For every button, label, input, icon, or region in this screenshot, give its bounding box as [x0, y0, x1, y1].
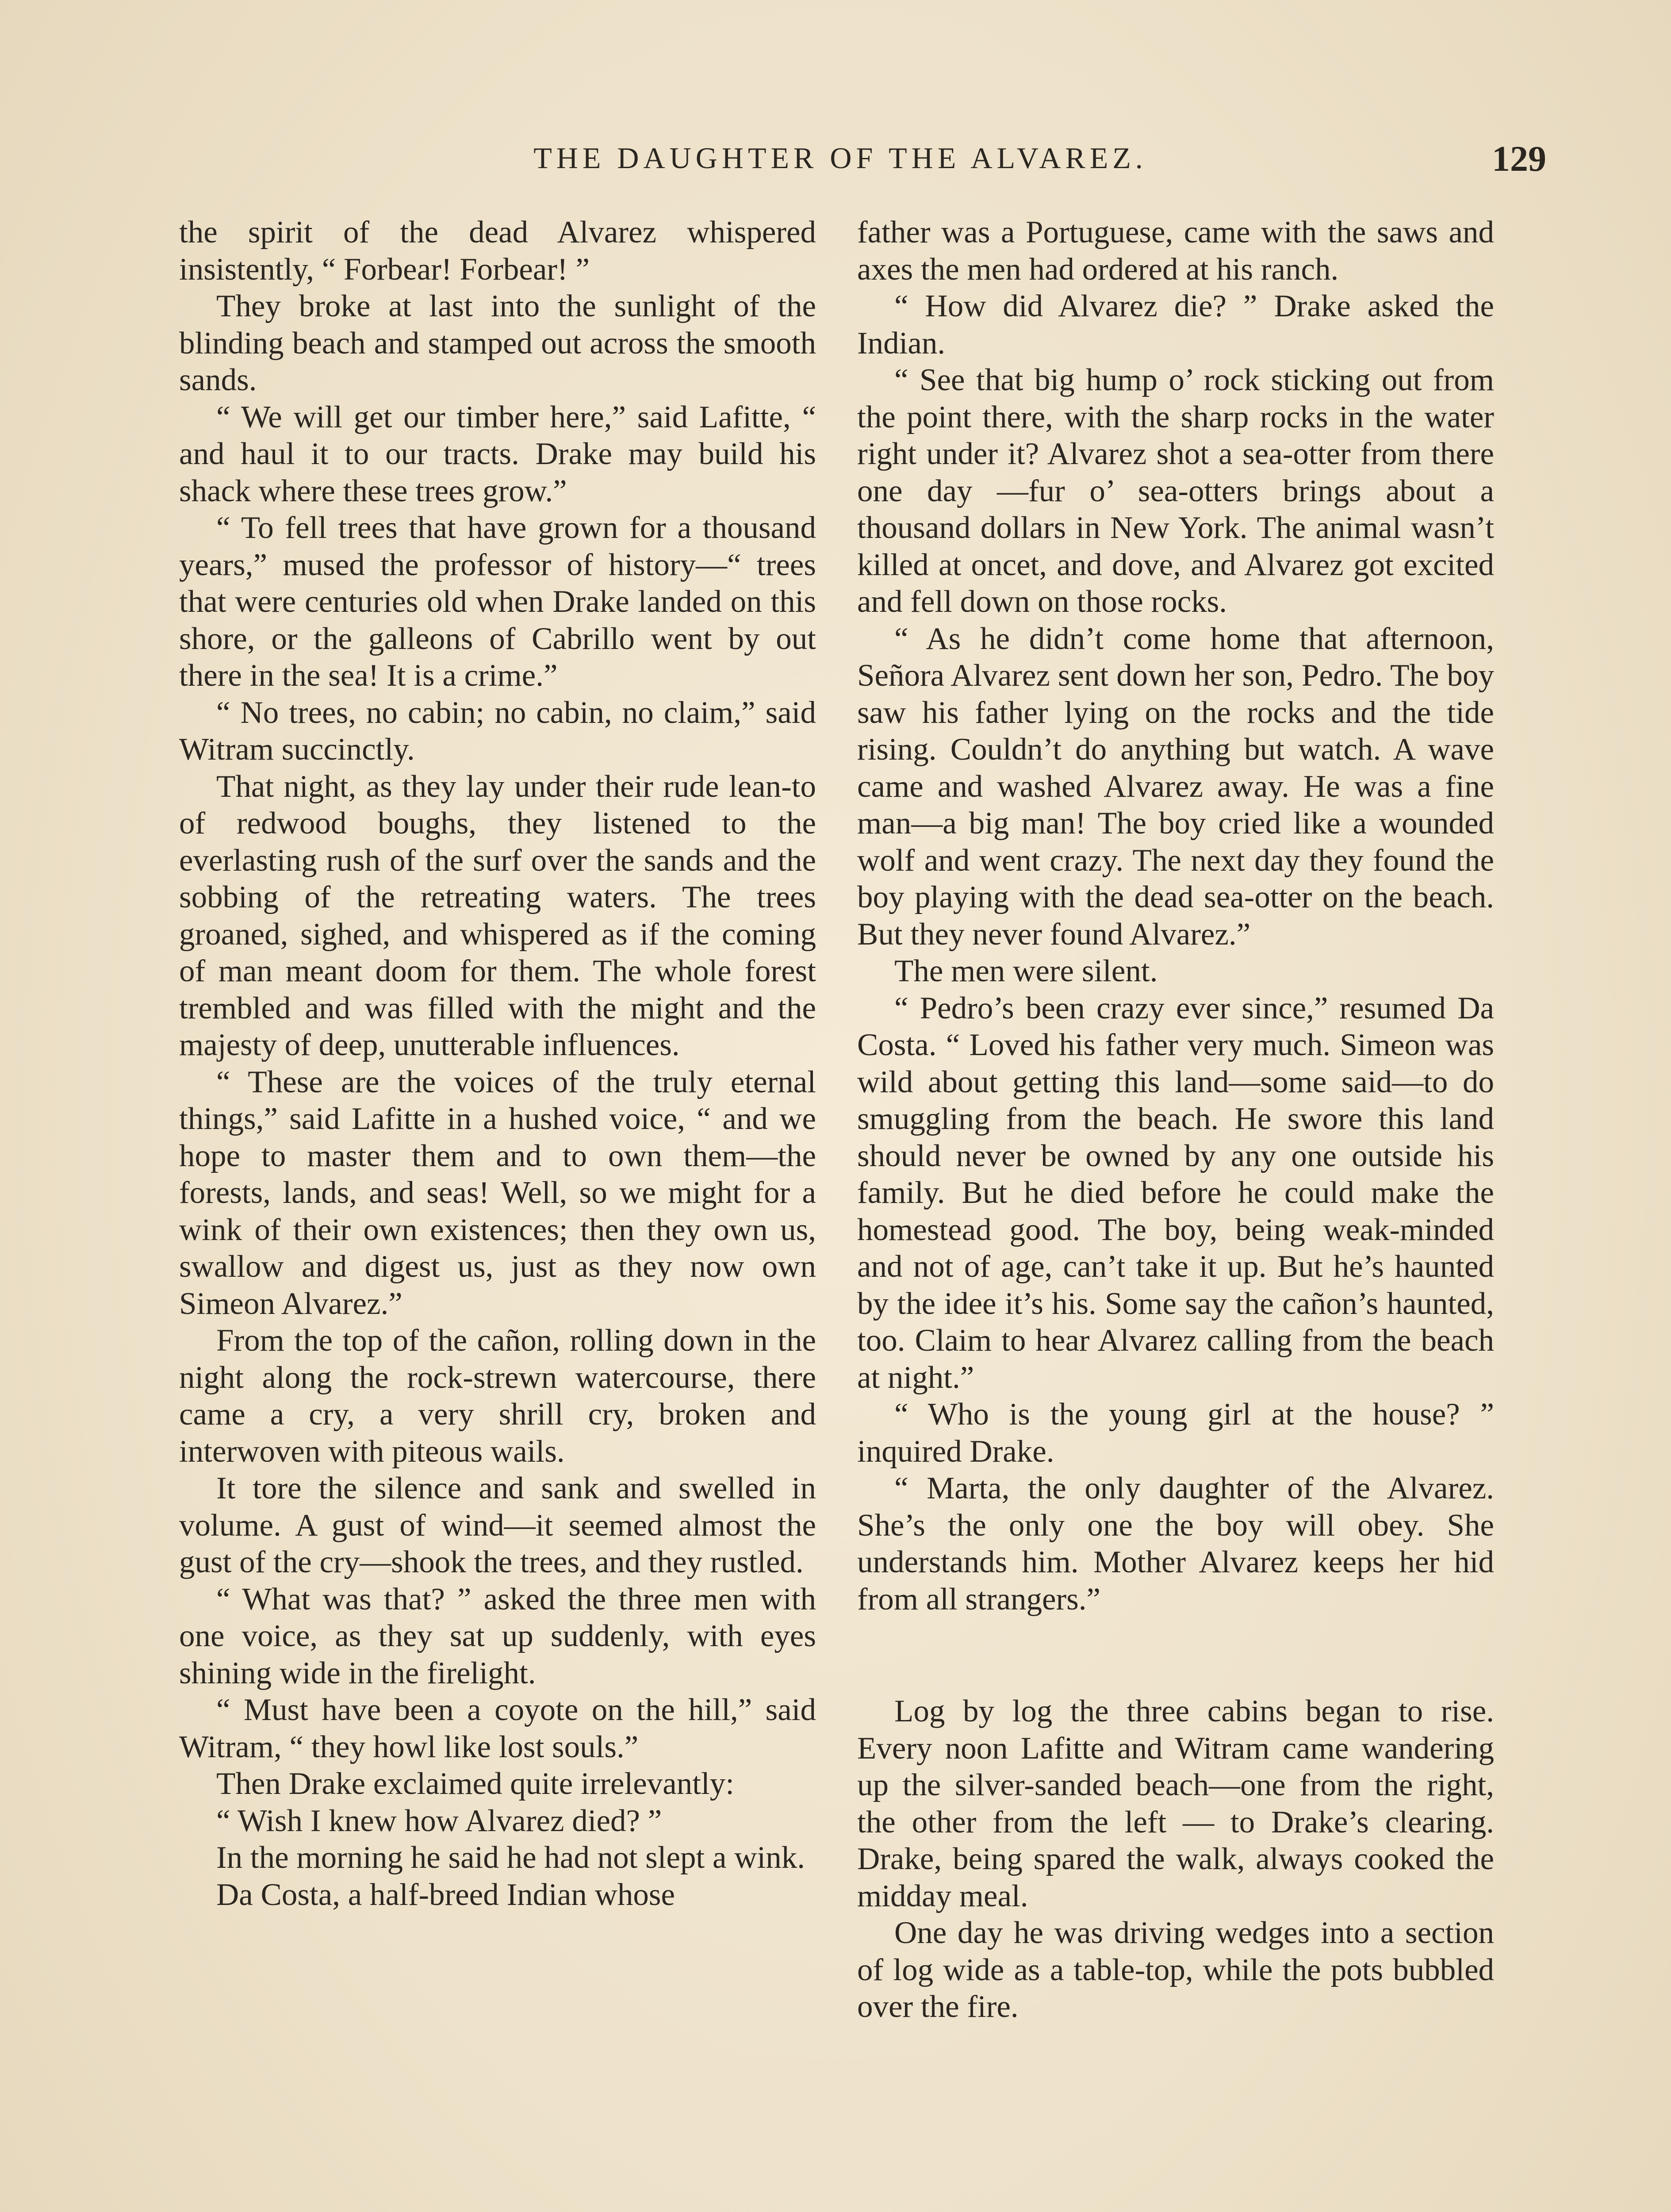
paragraph: That night, as they lay under their rude lean-to of redwood boughs, they listened to the everlasting rush of the surf over the sands and the sobbing of the retreating waters. The trees groaned, sighed, and whispered as if the coming of man meant doom for them. The whole forest trembled and was filled with the might and the majesty of deep, unutterable influences. — [179, 769, 816, 1062]
paragraph: “ These are the voices of the truly eternal things,” said Lafitte in a hushed voice, “ and we hope to master them and to own them—the forests, lands, and seas! Well, so we might for a wink of their own existences; then they own us, swallow and digest us, just as they now own Simeon Alvarez.” — [179, 1064, 816, 1321]
paragraph: “ Who is the young girl at the house? ” inquired Drake. — [857, 1397, 1494, 1469]
paragraph: “ To fell trees that have grown for a thousand years,” mused the professor of history—“ trees that were centuries old when Drake landed on this shore, or the galleons of Cabrillo went by out there in the sea! It is a crime.” — [179, 511, 816, 693]
paragraph: “ We will get our timber here,” said Lafitte, “ and haul it to our tracts. Drake may build his shack where these trees grow.” — [179, 399, 816, 508]
paragraph: It tore the silence and sank and swelled in volume. A gust of wind—it seemed almost the gust of the cry—shook the trees, and they rustled. — [179, 1471, 816, 1579]
running-title: THE DAUGHTER OF THE ALVAREZ. — [533, 141, 1147, 175]
paragraph: One day he was driving wedges into a section of log wide as a table-top, while the pots bubbled over the fire. — [857, 1916, 1494, 2024]
right-column — [857, 214, 1494, 2026]
paragraph: “ As he didn’t come home that afternoon, Señora Alvarez sent down her son, Pedro. The boy saw his father lying on the rocks and the tide rising. Couldn’t do anything but watch. A wave came and washed Alvarez away. He was a fine man—a big man! The boy cried like a wounded wolf and went crazy. The next day they found the boy playing with the dead sea-otter on the beach. But they never found Alvarez.” — [857, 621, 1494, 952]
paragraph: “ No trees, no cabin; no cabin, no claim,” said Witram succinctly. — [179, 695, 816, 767]
paragraph: “ What was that? ” asked the three men with one voice, as they sat up suddenly, with eyes shining wide in the firelight. — [179, 1582, 816, 1690]
paragraph: Then Drake exclaimed quite irrelevantly: — [216, 1767, 734, 1801]
paragraph: In the morning he said he had not slept a wink. — [216, 1840, 805, 1875]
paragraph: “ Pedro’s been crazy ever since,” resumed Da Costa. “ Loved his father very much. Simeon was wild about getting this land—some said—to do smuggling from the beach. He swore this land should never be owned by any one outside his family. But he died before he could make the homestead good. The boy, being weak-minded and not of age, can’t take it up. But he’s haunted by the idee it’s his. Some say the cañon’s haunted, too. Claim to hear Alvarez calling from the beach at night.” — [857, 991, 1494, 1395]
page-number: 129 — [1492, 138, 1546, 179]
paragraph: Log by log the three cabins began to rise. Every noon Lafitte and Witram came wandering up the silver-sanded beach—one from the right, the other from the left — to Drake’s clearing. Drake, being spared the walk, always cooked the midday meal. — [857, 1694, 1494, 1913]
paragraph: father was a Portuguese, came with the saws and axes the men had ordered at his ranch. — [857, 215, 1494, 287]
paragraph: “ Marta, the only daughter of the Alvarez. She’s the only one the boy will obey. She understands him. Mother Alvarez keeps her hid from all strangers.” — [857, 1471, 1494, 1617]
paragraph: the spirit of the dead Alvarez whispered insistently, “ Forbear! Forbear! ” — [179, 215, 816, 287]
paragraph: “ Must have been a coyote on the hill,” said Witram, “ they howl like lost souls.” — [179, 1693, 816, 1764]
left-column — [179, 214, 816, 1913]
paragraph: “ How did Alvarez die? ” Drake asked the Indian. — [857, 289, 1494, 361]
paragraph: The men were silent. — [894, 954, 1158, 988]
paragraph: They broke at last into the sunlight of the blinding beach and stamped out across the smooth sands. — [179, 289, 816, 397]
section-break — [857, 1618, 1494, 1693]
paragraph: Da Costa, a half-breed Indian whose — [216, 1877, 675, 1912]
paragraph: “ Wish I knew how Alvarez died? ” — [216, 1803, 662, 1838]
paragraph: “ See that big hump o’ rock sticking out from the point there, with the sharp rocks in the water right under it? Alvarez shot a sea-otter from there one day —fur o’ sea-otters brings about a thousand dollars in New York. The animal wasn’t killed at oncet, and dove, and Alvarez got excited and fell down on those rocks. — [857, 363, 1494, 619]
paragraph: From the top of the cañon, rolling down in the night along the rock-strewn watercourse, there came a cry, a very shrill cry, broken and interwoven with piteous wails. — [179, 1323, 816, 1469]
